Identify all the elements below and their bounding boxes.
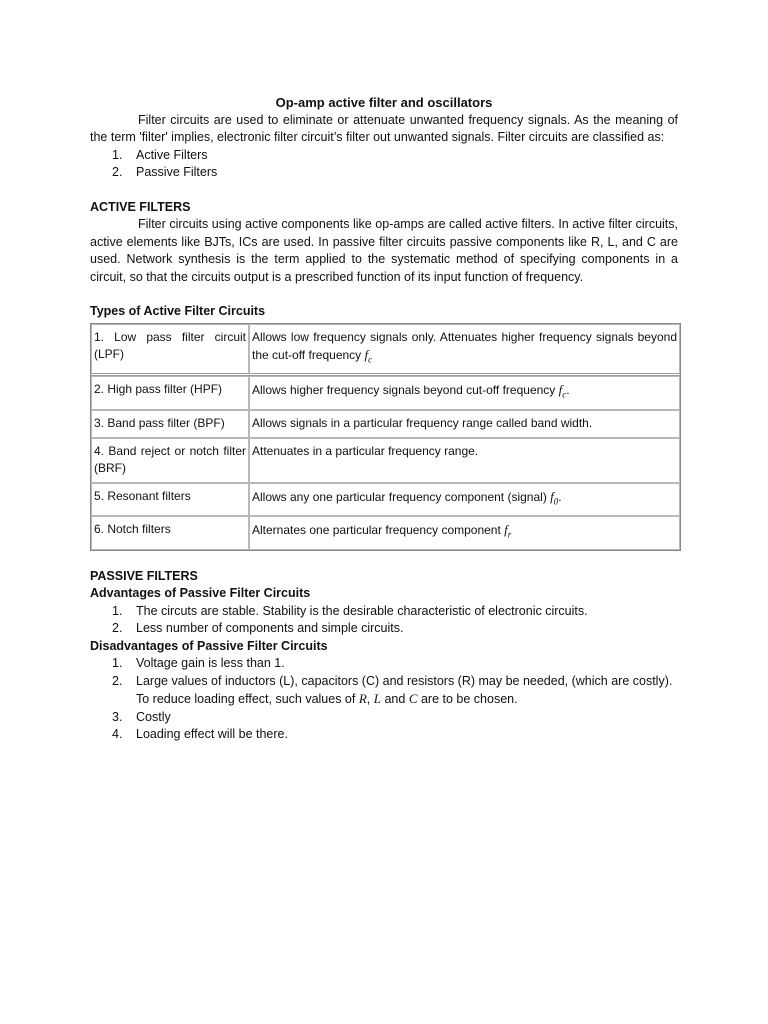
advantages-heading: Advantages of Passive Filter Circuits bbox=[90, 586, 311, 601]
active-filters-heading: ACTIVE FILTERS bbox=[90, 199, 191, 214]
list-item: 4. Loading effect will be there. bbox=[112, 727, 288, 742]
types-heading: Types of Active Filter Circuits bbox=[90, 304, 266, 318]
filter-desc-cell: Allows any one particular frequency component (signal) $f_0$. bbox=[249, 483, 680, 517]
table-row bbox=[91, 324, 680, 377]
intro-text: Filter circuits are used to eliminate or attenuate unwanted frequency signals. As the meaning of the term 'filter' implies, electronic filter circuit’s filter out unwanted signals. Filter circuits are classified as: bbox=[90, 112, 678, 144]
table-row bbox=[91, 410, 680, 438]
disadvantages-heading: Disadvantages of Passive Filter Circuits bbox=[90, 638, 328, 653]
filter-desc-cell: Allows low frequency signals only. Attenuates higher frequency signals beyond the cut-off frequency $f_c$ bbox=[249, 324, 680, 377]
document-content bbox=[90, 94, 678, 744]
filter-desc-cell: Allows higher frequency signals beyond cut-off frequency $f_c$. bbox=[249, 376, 680, 410]
active-filters-paragraph bbox=[90, 216, 678, 286]
filter-type-cell: 3. Band pass filter (BPF) bbox=[91, 410, 249, 438]
filter-desc-cell: Allows signals in a particular frequency range called band width. bbox=[249, 410, 680, 438]
table-row bbox=[91, 516, 680, 550]
filter-desc-cell: Attenuates in a particular frequency range. bbox=[249, 438, 680, 483]
active-filter-types-table bbox=[90, 323, 681, 551]
filter-classes-list bbox=[90, 147, 678, 182]
filter-type-cell: 4. Band reject or notch filter (BRF) bbox=[91, 438, 249, 483]
list-item: 1. The circuts are stable. Stability is the desirable characteristic of electronic circuits. bbox=[112, 603, 588, 618]
list-item: 1. Voltage gain is less than 1. bbox=[112, 656, 285, 671]
filter-type-cell: 5. Resonant filters bbox=[91, 483, 249, 517]
filter-type-cell: 6. Notch filters bbox=[91, 516, 249, 550]
table-row bbox=[91, 438, 680, 483]
active-filters-text: Filter circuits using active components like op-amps are called active filters. In active filter circuits, active elements like BJTs, ICs are used. In passive filter circuits passive components like R, L, and C are used. Network synthesis is the term applied to the systematic method of specifying components in a circuit, so that the circuits output is a prescribed function of its input function of frequency. bbox=[90, 217, 678, 284]
list-item: 2. Less number of components and simple circuits. bbox=[112, 621, 404, 636]
disadvantages-list bbox=[90, 655, 678, 744]
table-row bbox=[91, 483, 680, 517]
intro-paragraph bbox=[90, 112, 678, 147]
list-item: 1. Active Filters bbox=[112, 147, 208, 162]
advantages-list bbox=[90, 603, 678, 638]
filter-type-cell: 2. High pass filter (HPF) bbox=[91, 376, 249, 410]
list-item: 2. Passive Filters bbox=[112, 165, 218, 179]
filter-desc-cell: Alternates one particular frequency component $f_r$ bbox=[249, 516, 680, 550]
passive-filters-heading: PASSIVE FILTERS bbox=[90, 568, 198, 583]
table-row bbox=[91, 376, 680, 410]
list-item: 3. Costly bbox=[112, 709, 171, 724]
page-title: Op-amp active filter and oscillators bbox=[275, 95, 493, 110]
list-item: 2. Large values of inductors (L), capacitors (C) and resistors (R) may be needed, (which are costly). To reduce loading effect, such values of R, L and C are to be chosen. bbox=[112, 673, 673, 707]
filter-type-cell: 1. Low pass filter circuit (LPF) bbox=[91, 324, 249, 377]
